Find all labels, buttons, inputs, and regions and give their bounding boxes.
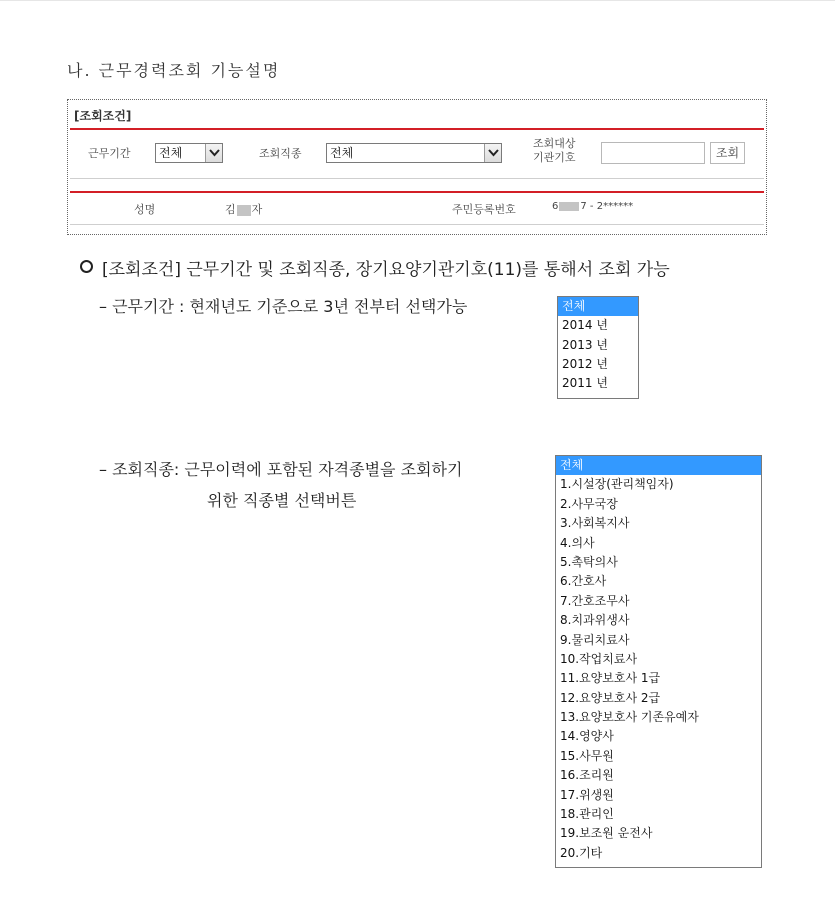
period-select-value: 전체 [159,146,183,160]
panel-top-red-divider [70,128,764,130]
job-option[interactable]: 3.사회복지사 [560,516,630,531]
job-option[interactable]: 11.요양보호사 1급 [560,671,661,686]
job-option[interactable]: 1.시설장(관리책임자) [560,477,674,492]
name-label: 성명 [134,203,156,216]
rrn-prefix: 6 [552,201,559,212]
job-select-value: 전체 [330,146,354,160]
job-option[interactable]: 12.요양보호사 2급 [560,690,661,705]
job-option[interactable]: 9.물리치료사 [560,632,630,647]
job-option[interactable]: 19.보조원 운전사 [560,826,653,841]
agency-label-line2: 기관기호 [533,151,576,164]
period-select[interactable] [155,143,223,163]
main-description-text: [조회조건] 근무기간 및 조회직종, 장기요양기관기호(11)를 통해서 조회 가능 [102,260,670,280]
job-option[interactable]: 4.의사 [560,535,595,550]
agency-label-line1: 조회대상 [533,137,576,150]
job-description-line2: 위한 직종별 선택버튼 [207,491,357,510]
search-button[interactable]: 조회 [710,142,745,164]
job-option[interactable]: 14.영양사 [560,729,614,744]
job-option[interactable]: 18.관리인 [560,807,614,822]
search-condition-panel [67,99,767,235]
panel-bottom-divider [70,224,764,225]
rrn-value [552,201,633,212]
job-option[interactable]: 20.기타 [560,845,603,860]
agency-code-input[interactable] [601,142,705,164]
top-divider [0,0,835,1]
period-description: – 근무기간 : 현재년도 기준으로 3년 전부터 선택가능 [99,297,468,316]
panel-label: [조회조건] [74,109,132,123]
job-option[interactable]: 5.촉탁의사 [560,554,618,569]
job-option[interactable]: 15.사무원 [560,748,614,763]
job-description-line1: – 조회직종: 근무이력에 포함된 자격종별을 조회하기 [99,460,463,479]
job-option[interactable]: 8.치과위생사 [560,613,630,628]
job-option[interactable]: 13.요양보호사 기존유예자 [560,710,699,725]
job-label: 조회직종 [259,147,302,160]
job-option[interactable]: 17.위생원 [560,787,614,802]
job-option[interactable]: 7.간호조무사 [560,593,630,608]
name-value [225,201,262,217]
job-option[interactable]: 전체 [556,456,761,475]
circle-bullet-icon [80,260,93,273]
agency-label [533,137,576,165]
masked-block [237,205,251,216]
rrn-label: 주민등록번호 [452,203,516,216]
chevron-down-icon[interactable] [484,144,501,162]
rrn-suffix: 7 - 2****** [580,201,634,212]
job-option[interactable]: 2.사무국장 [560,496,618,511]
job-option[interactable]: 10.작업치료사 [560,651,638,666]
period-option[interactable]: 2013 년 [562,337,608,352]
period-option[interactable]: 2012 년 [562,356,608,371]
section-title: 나. 근무경력조회 기능설명 [67,61,281,80]
panel-mid-red-divider [70,191,764,193]
panel-divider [70,178,764,179]
period-label: 근무기간 [88,147,131,160]
job-option[interactable]: 6.간호사 [560,574,607,589]
period-option[interactable]: 2014 년 [562,318,608,333]
name-suffix: 자 [251,203,263,216]
masked-block [559,202,579,211]
period-options-list[interactable] [557,296,639,399]
job-select[interactable] [326,143,502,163]
job-option[interactable]: 16.조리원 [560,768,614,783]
name-prefix: 김 [225,203,236,216]
job-options-list[interactable] [555,455,762,868]
main-description [80,255,670,280]
period-option[interactable]: 2011 년 [562,376,608,391]
period-option[interactable]: 전체 [558,297,638,316]
chevron-down-icon[interactable] [205,144,222,162]
